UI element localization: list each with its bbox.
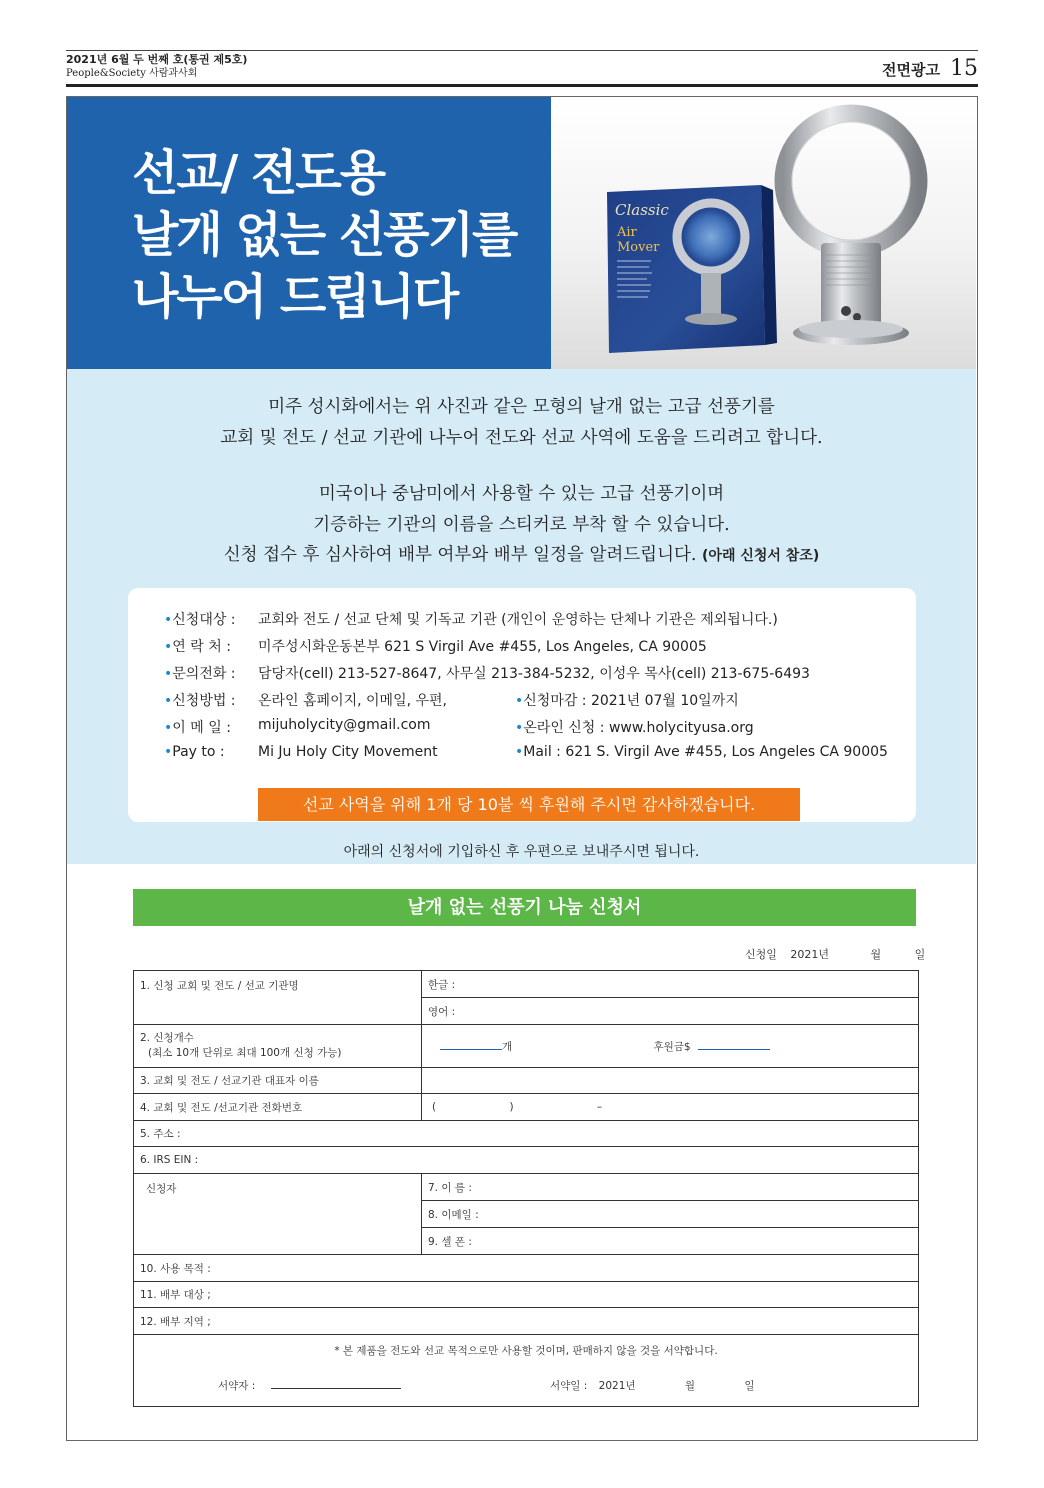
intro-note: (아래 신청서 참조) bbox=[702, 548, 820, 564]
distribution-area-field[interactable] bbox=[134, 1308, 919, 1335]
signature-line bbox=[140, 1378, 912, 1393]
bullet-icon: • bbox=[164, 666, 173, 682]
paren-close: ) bbox=[509, 1101, 514, 1113]
box-brand: Classic bbox=[615, 201, 669, 219]
field-label: 1. 신청 교회 및 전도 / 선교 기관명 bbox=[134, 971, 422, 1025]
header-bottom-rule bbox=[66, 84, 978, 87]
hero-title-line: 날개 없는 선풍기를 bbox=[132, 207, 517, 263]
field-label: 6. IRS EIN : bbox=[140, 1154, 199, 1166]
field-label: 9. 셀 폰 : bbox=[428, 1235, 472, 1248]
intro-line bbox=[67, 541, 976, 566]
field-label: 영어 : bbox=[428, 1005, 456, 1018]
phone-field[interactable] bbox=[422, 1094, 919, 1121]
info-label: 신청방법 : bbox=[172, 693, 236, 709]
info-row-mail bbox=[515, 744, 888, 760]
signer-label: 서약자 : bbox=[218, 1380, 256, 1392]
sign-day: 일 bbox=[744, 1380, 755, 1392]
date-day: 일 bbox=[914, 948, 926, 961]
field-label: 8. 이메일 : bbox=[428, 1208, 479, 1221]
bullet-icon: • bbox=[515, 744, 524, 760]
applicant-cell-field[interactable] bbox=[422, 1228, 919, 1255]
info-label: 문의전화 : bbox=[172, 666, 236, 682]
paren-open: ( bbox=[432, 1101, 437, 1113]
section-name: 전면광고 bbox=[882, 61, 940, 79]
info-value: 온라인 홈페이지, 이메일, 우편, bbox=[258, 693, 447, 709]
pledge-text: * 본 제품을 전도와 선교 목적으로만 사용할 것이며, 판매하지 않을 것을 서약합니다. bbox=[334, 1345, 718, 1357]
hero-title-line: 나누어 드립니다 bbox=[132, 269, 458, 325]
info-value: 교회와 전도 / 선교 단체 및 기독교 기관 (개인이 운영하는 단체나 기관은 제외됩니다.) bbox=[258, 612, 778, 628]
info-label: 신청대상 : bbox=[172, 612, 236, 628]
sign-date-label: 서약일 : bbox=[550, 1380, 588, 1392]
field-hint: (최소 10개 단위로 최대 100개 신청 가능) bbox=[148, 1047, 342, 1059]
application-date bbox=[745, 946, 925, 962]
donation-label: 후원금$ bbox=[653, 1040, 691, 1053]
field-label: 10. 사용 목적 : bbox=[140, 1262, 211, 1275]
date-label: 신청일 bbox=[745, 948, 777, 961]
field-label: 12. 배부 지역 ; bbox=[140, 1315, 211, 1328]
bullet-icon: • bbox=[164, 744, 173, 760]
distribution-target-field[interactable] bbox=[134, 1282, 919, 1308]
field-label: 7. 이 름 : bbox=[428, 1181, 472, 1194]
info-value: Mail : 621 S. Virgil Ave #455, Los Angeles CA 90005 bbox=[523, 744, 888, 760]
bullet-icon: • bbox=[515, 693, 524, 709]
info-row-phone bbox=[164, 663, 810, 683]
quantity-blank[interactable] bbox=[440, 1049, 502, 1050]
hero-title-line: 선교/ 전도용 bbox=[132, 145, 385, 201]
bullet-icon: • bbox=[164, 639, 173, 655]
hero-title bbox=[132, 142, 516, 328]
intro-text: 신청 접수 후 심사하여 배부 여부와 배부 일정을 알려드립니다. bbox=[223, 545, 697, 565]
mail-note: 아래의 신청서에 기입하신 후 우편으로 보내주시면 됩니다. bbox=[343, 844, 700, 860]
signer-blank[interactable] bbox=[271, 1388, 401, 1389]
header-top-rule bbox=[66, 50, 978, 51]
bullet-icon: • bbox=[164, 693, 173, 709]
address-field[interactable] bbox=[134, 1121, 919, 1147]
product-photo bbox=[551, 97, 976, 369]
issue-info bbox=[66, 53, 247, 81]
donation-banner: 선교 사역을 위해 1개 당 10불 씩 후원해 주시면 감사하겠습니다. bbox=[258, 788, 800, 821]
korean-name-field[interactable] bbox=[422, 971, 919, 998]
bladeless-fan-illustration bbox=[551, 97, 976, 369]
bullet-icon: • bbox=[515, 720, 524, 736]
info-label: 이 메 일 : bbox=[172, 720, 231, 736]
date-month: 월 bbox=[870, 948, 882, 961]
page-number: 15 bbox=[950, 56, 978, 81]
box-product-line1: Air bbox=[617, 225, 637, 240]
representative-field[interactable] bbox=[422, 1068, 919, 1094]
quantity-label bbox=[134, 1025, 422, 1068]
sign-month: 월 bbox=[684, 1380, 696, 1392]
info-value: 신청마감 : 2021년 07월 10일까지 bbox=[523, 693, 739, 709]
field-label: 3. 교회 및 전도 / 선교기관 대표자 이름 bbox=[134, 1068, 422, 1094]
info-value: 미주성시화운동본부 621 S Virgil Ave #455, Los Angeles, CA 90005 bbox=[258, 639, 707, 655]
field-label: 신청자 bbox=[134, 1174, 422, 1255]
form-title: 날개 없는 선풍기 나눔 신청서 bbox=[133, 889, 916, 926]
donation-blank[interactable] bbox=[698, 1049, 770, 1050]
bullet-icon: • bbox=[164, 612, 173, 628]
date-year: 2021년 bbox=[790, 948, 830, 961]
intro-line: 기증하는 기관의 이름을 스티커로 부착 할 수 있습니다. bbox=[313, 515, 730, 535]
irs-ein-field[interactable] bbox=[134, 1147, 919, 1174]
email-link[interactable]: mijuholycity@gmail.com bbox=[258, 717, 431, 733]
application-form bbox=[133, 970, 919, 1407]
field-label: 11. 배부 대상 ; bbox=[140, 1289, 211, 1301]
quantity-field[interactable] bbox=[422, 1025, 919, 1068]
product-box bbox=[607, 185, 777, 353]
pledge-section bbox=[134, 1335, 919, 1407]
info-label: 연 락 처 : bbox=[172, 639, 231, 655]
info-row-method bbox=[164, 690, 447, 710]
info-value: 담당자(cell) 213-527-8647, 사무실 213-384-5232, 이성우 목사(cell) 213-675-6493 bbox=[258, 666, 810, 682]
info-row-payto bbox=[164, 744, 438, 760]
info-row-target bbox=[164, 609, 778, 629]
field-label: 4. 교회 및 전도 /선교기관 전화번호 bbox=[134, 1094, 422, 1121]
info-label: Pay to : bbox=[172, 744, 225, 760]
english-name-field[interactable] bbox=[422, 998, 919, 1025]
applicant-email-field[interactable] bbox=[422, 1201, 919, 1228]
bullet-icon: • bbox=[164, 720, 173, 736]
intro-line: 미주 성시화에서는 위 사진과 같은 모형의 날개 없는 고급 선풍기를 bbox=[268, 397, 775, 417]
intro-line: 미국이나 중남미에서 사용할 수 있는 고급 선풍기이며 bbox=[318, 484, 725, 504]
phone-dash: – bbox=[596, 1101, 603, 1113]
applicant-name-field[interactable] bbox=[422, 1174, 919, 1201]
info-row-online bbox=[515, 717, 754, 737]
website-link[interactable]: 온라인 신청 : www.holycityusa.org bbox=[523, 720, 754, 736]
publication-name: People&Society 사람과사회 bbox=[66, 68, 198, 79]
field-label: 한글 : bbox=[428, 978, 456, 991]
unit-label: 개 bbox=[502, 1040, 513, 1053]
field-label: 5. 주소 : bbox=[140, 1128, 181, 1140]
purpose-field[interactable] bbox=[134, 1255, 919, 1282]
page-info bbox=[882, 56, 978, 81]
sign-year: 2021년 bbox=[598, 1380, 636, 1392]
info-row-contact bbox=[164, 636, 707, 656]
bladeless-fan bbox=[783, 113, 919, 345]
intro-line: 교회 및 전도 / 선교 기관에 나누어 전도와 선교 사역에 도움을 드리려고 합니다. bbox=[220, 428, 823, 448]
info-row-deadline bbox=[515, 690, 739, 710]
info-value: Mi Ju Holy City Movement bbox=[258, 744, 438, 760]
box-product-line2: Mover bbox=[617, 240, 660, 255]
field-label: 2. 신청개수 bbox=[140, 1032, 194, 1044]
info-row-email bbox=[164, 717, 431, 737]
issue-label: 2021년 6월 두 번째 호(통권 제5호) bbox=[66, 53, 248, 66]
